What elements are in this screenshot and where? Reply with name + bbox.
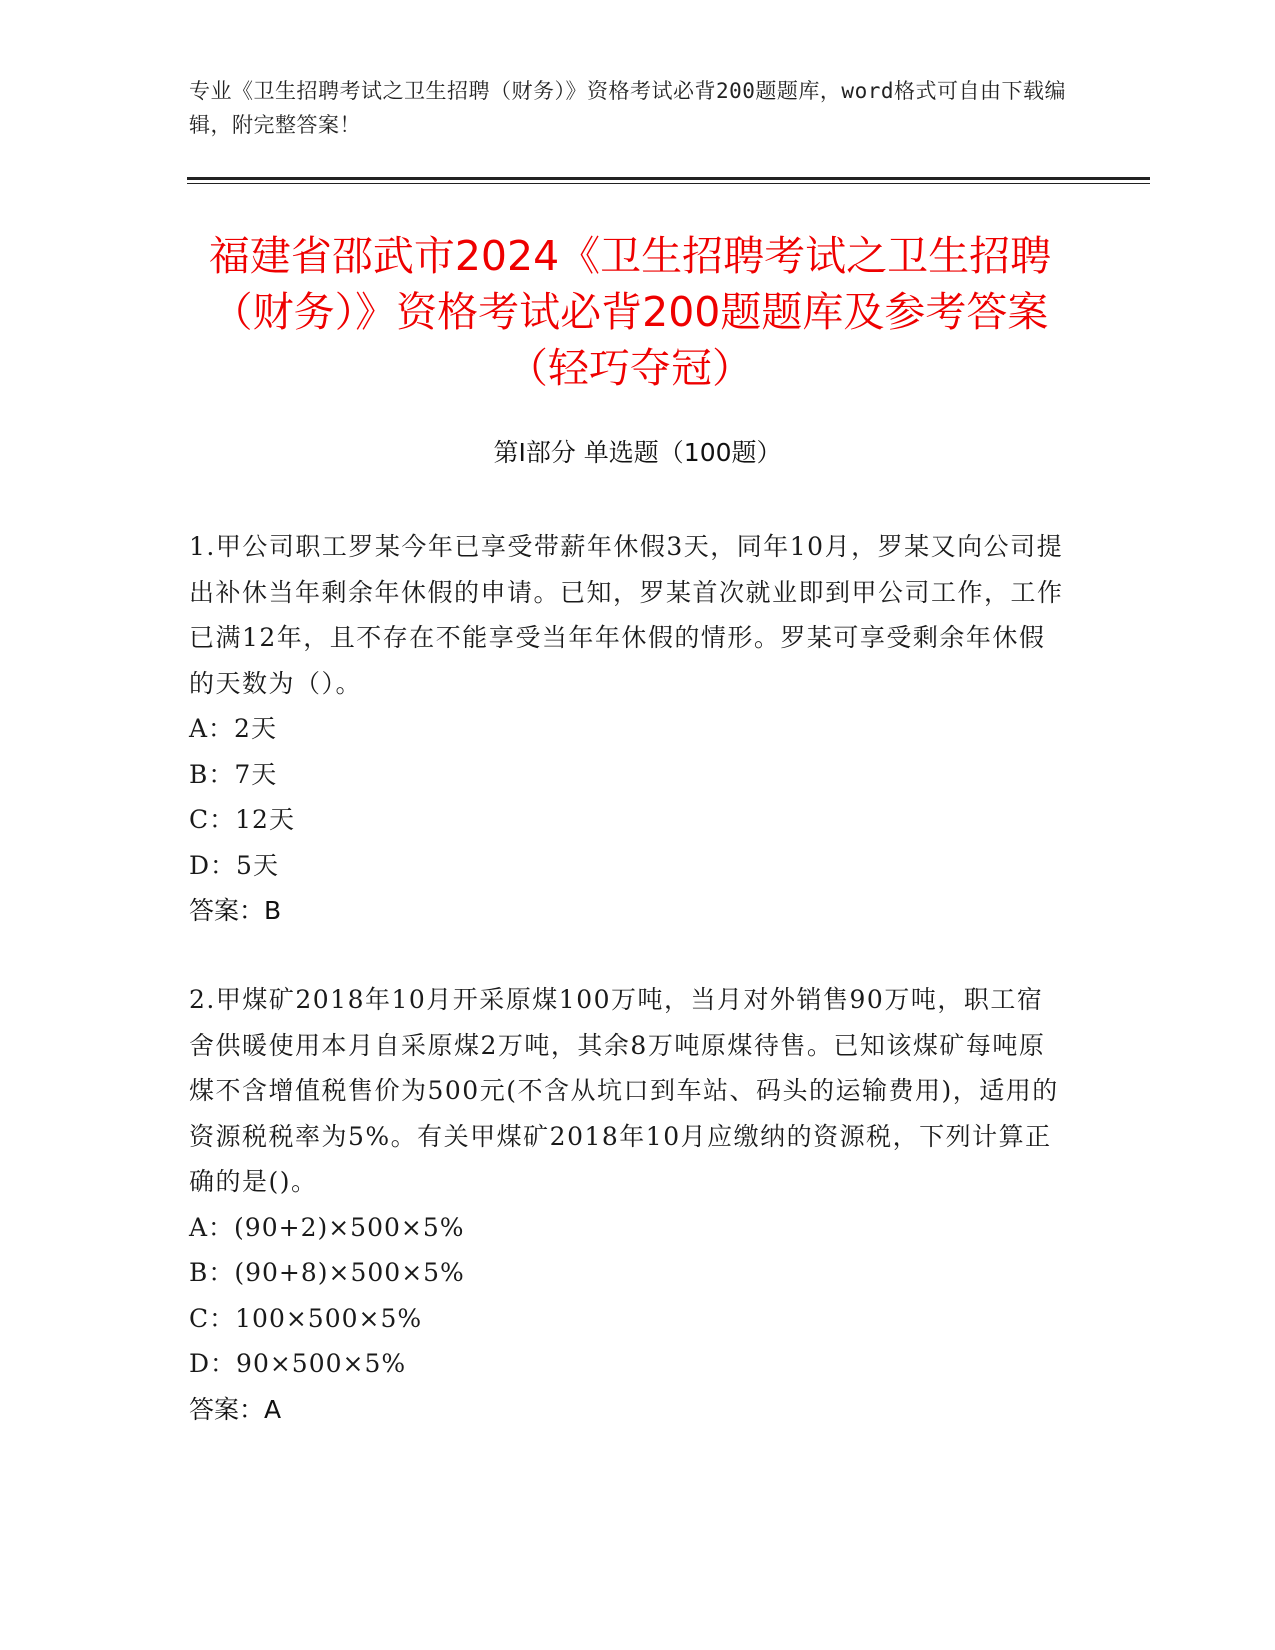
document-header-note: 专业《卫生招聘考试之卫生招聘（财务）》资格考试必背200题题库，word格式可自由下载编辑，附完整答案！ xyxy=(189,79,1066,137)
header-divider-thick xyxy=(187,177,1150,180)
question-stem: 2.甲煤矿2018年10月开采原煤100万吨，当月对外销售90万吨，职工宿舍供暖使用本月自采原煤2万吨，其余8万吨原煤待售。已知该煤矿每吨原煤不含增值税售价为500元(不含从坑口到车站、码头的运输费用)，适用的资源税税率为5%。有关甲煤矿2018年10月应缴纳的资源税，下列计算正确的是()。 xyxy=(189,985,1059,1196)
option-a: A：(90+2)×500×5% xyxy=(189,1212,465,1242)
option-d: D：90×500×5% xyxy=(189,1349,407,1378)
option-b: B：7天 xyxy=(189,759,278,789)
answer: 答案：A xyxy=(189,1394,282,1424)
option-a: A：2天 xyxy=(189,714,277,743)
answer: 答案：B xyxy=(189,896,282,925)
section-title: 第I部分 单选题（100题） xyxy=(493,438,782,467)
option-c: C：100×500×5% xyxy=(189,1303,423,1333)
question-stem: 1.甲公司职工罗某今年已享受带薪年休假3天，同年10月，罗某又向公司提出补休当年剩余年休假的申请。已知，罗某首次就业即到甲公司工作，工作已满12年，且不存在不能享受当年年休假的情形。罗某可享受剩余年休假的天数为（）。 xyxy=(189,532,1064,698)
question-item xyxy=(189,524,1069,934)
option-d: D：5天 xyxy=(189,850,279,880)
option-c: C：12天 xyxy=(189,805,295,834)
question-item xyxy=(189,977,1069,1432)
document-title: 福建省邵武市2024《卫生招聘考试之卫生招聘（财务）》资格考试必背200题题库及参考答案（轻巧夺冠） xyxy=(208,232,1052,392)
header-divider-thin xyxy=(187,183,1150,184)
option-b: B：(90+8)×500×5% xyxy=(189,1258,465,1287)
